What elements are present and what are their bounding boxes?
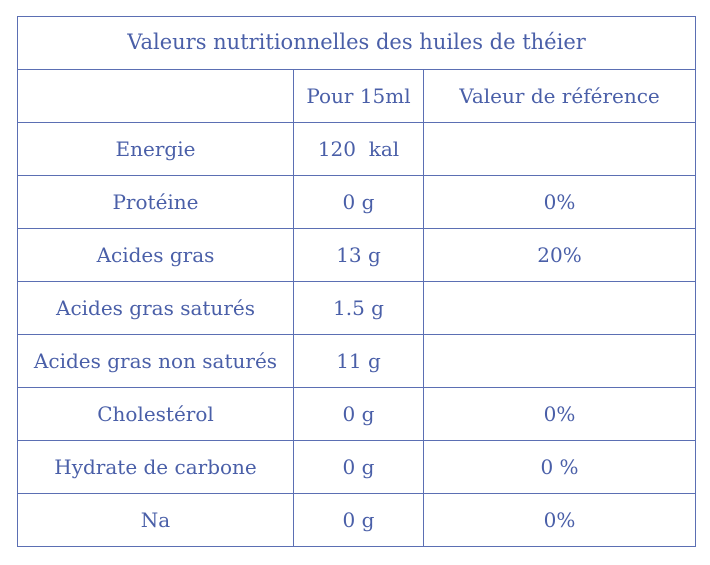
table-row bbox=[18, 494, 696, 547]
header-per-15ml: Pour 15ml bbox=[294, 70, 424, 123]
table-row bbox=[18, 388, 696, 441]
nutrition-table-body bbox=[18, 17, 696, 547]
nutrient-amount: 120 kal bbox=[294, 123, 424, 176]
header-reference-value: Valeur de référence bbox=[424, 70, 696, 123]
nutrient-label: Protéine bbox=[18, 176, 294, 229]
nutrient-label: Cholestérol bbox=[18, 388, 294, 441]
table-row bbox=[18, 335, 696, 388]
nutrition-table bbox=[17, 16, 696, 547]
nutrient-amount: 0 g bbox=[294, 176, 424, 229]
table-header-row bbox=[18, 70, 696, 123]
nutrient-amount: 0 g bbox=[294, 388, 424, 441]
nutrient-amount: 0 g bbox=[294, 441, 424, 494]
table-row bbox=[18, 229, 696, 282]
nutrient-label: Hydrate de carbone bbox=[18, 441, 294, 494]
nutrient-reference: 0 % bbox=[424, 441, 696, 494]
nutrient-label: Na bbox=[18, 494, 294, 547]
nutrient-label: Energie bbox=[18, 123, 294, 176]
nutrient-reference: 0% bbox=[424, 494, 696, 547]
nutrient-amount: 1.5 g bbox=[294, 282, 424, 335]
nutrient-label: Acides gras non saturés bbox=[18, 335, 294, 388]
nutrient-amount: 13 g bbox=[294, 229, 424, 282]
nutrient-reference bbox=[424, 335, 696, 388]
table-row bbox=[18, 176, 696, 229]
header-nutrient bbox=[18, 70, 294, 123]
table-row bbox=[18, 282, 696, 335]
nutrient-label: Acides gras saturés bbox=[18, 282, 294, 335]
nutrient-reference bbox=[424, 282, 696, 335]
nutrient-label: Acides gras bbox=[18, 229, 294, 282]
table-title: Valeurs nutritionnelles des huiles de théier bbox=[18, 17, 696, 70]
nutrient-reference: 0% bbox=[424, 388, 696, 441]
nutrient-amount: 0 g bbox=[294, 494, 424, 547]
nutrient-amount: 11 g bbox=[294, 335, 424, 388]
table-row bbox=[18, 441, 696, 494]
nutrient-reference: 20% bbox=[424, 229, 696, 282]
table-row bbox=[18, 123, 696, 176]
nutrient-reference bbox=[424, 123, 696, 176]
nutrient-reference: 0% bbox=[424, 176, 696, 229]
table-title-row bbox=[18, 17, 696, 70]
